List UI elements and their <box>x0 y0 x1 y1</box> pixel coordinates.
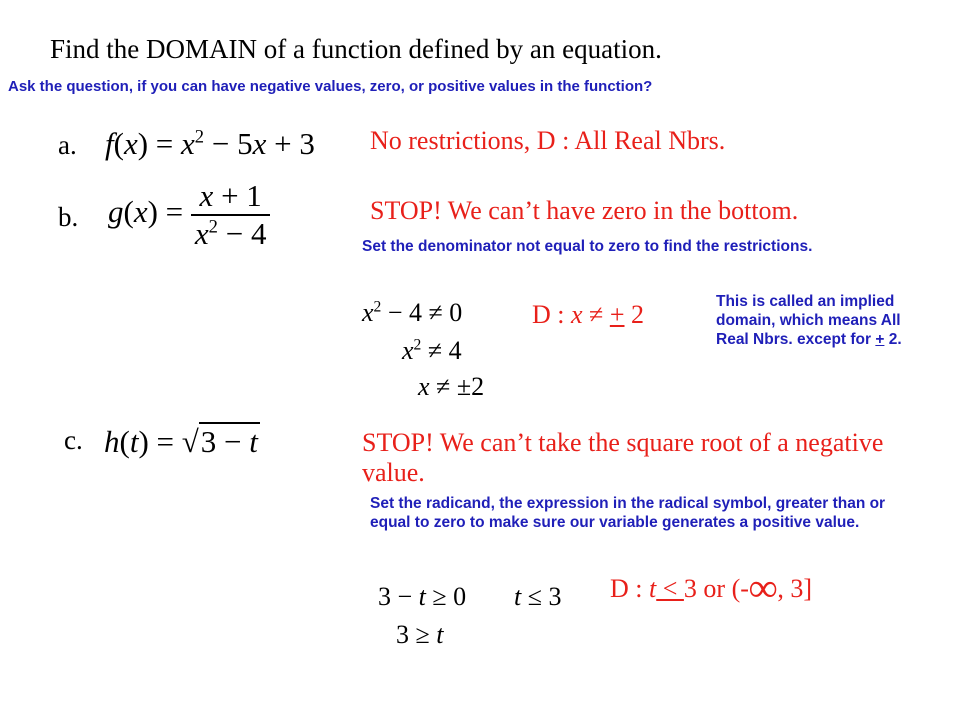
page-subtitle: Ask the question, if you can have negative values, zero, or positive values in the function? <box>8 78 653 95</box>
equation-c: h(t) = √3 − t <box>104 424 258 459</box>
stop-b: STOP! We can’t have zero in the bottom. <box>370 196 799 225</box>
label-c: c. <box>64 425 83 455</box>
note-a: No restrictions, D : All Real Nbrs. <box>370 126 726 155</box>
step-c-2: t ≤ 3 <box>514 582 562 611</box>
stop-c: STOP! We can’t take the square root of a negative value. <box>362 428 884 487</box>
equation-b: g(x) = $\frac{x + 1}{x^2 - 4}$ <box>108 178 270 251</box>
domain-b: D : x ≠ + 2 <box>532 300 644 329</box>
step-c-3: 3 ≥ t <box>396 620 444 649</box>
page-title: Find the DOMAIN of a function defined by an equation. <box>50 34 662 64</box>
domain-c: D : t < 3 or (-∞, 3] <box>610 565 813 610</box>
instruction-c: Set the radicand, the expression in the radical symbol, greater than or equal to zero to make sure our variable generates a positive value. <box>370 495 886 531</box>
label-a: a. <box>58 130 77 160</box>
step-c-1: 3 − t ≥ 0 <box>378 582 467 611</box>
infinity-icon: ∞ <box>748 565 778 610</box>
label-b: b. <box>58 202 79 232</box>
equation-a: $f(x) = x^2 - 5x + 3$ <box>105 126 315 161</box>
step-b-3: x ≠ ±2 <box>418 372 485 401</box>
implied-domain-note: This is called an implied domain, which means All Real Nbrs. except for + 2. <box>716 293 902 348</box>
step-b-1: $x^2 - 4 \ne 0$ <box>362 298 463 327</box>
step-b-2: $x^2 \ne 4$ <box>402 336 462 365</box>
instruction-b: Set the denominator not equal to zero to find the restrictions. <box>362 238 813 255</box>
